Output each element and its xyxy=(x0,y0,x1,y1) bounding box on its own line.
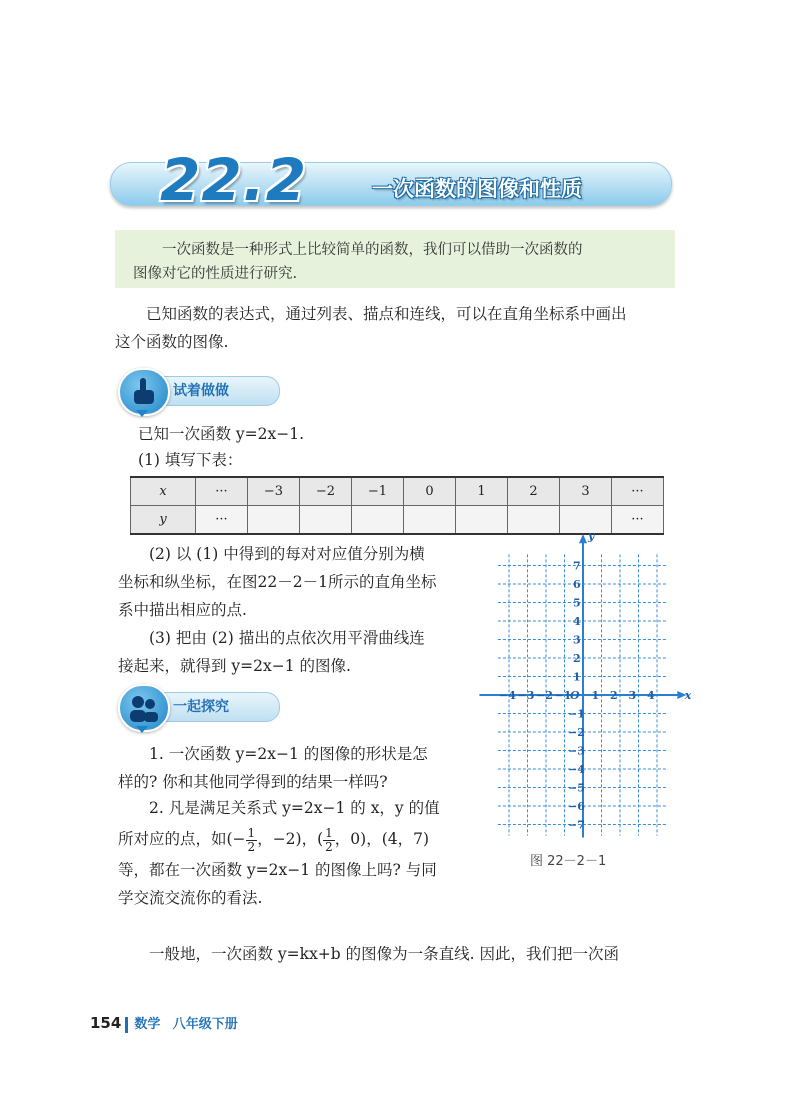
table-cell-blank xyxy=(248,506,300,535)
activity-try-label: 试着做做 xyxy=(173,383,229,399)
y-tick-label: 1 xyxy=(573,670,581,684)
table-cell-blank xyxy=(352,506,404,535)
intro-line-1: 一次函数是一种形式上比较简单的函数，我们可以借助一次函数的 xyxy=(162,242,583,258)
explore-q2-text-c: ，0)，(4，7) xyxy=(334,830,430,848)
explore-q1 xyxy=(118,740,478,796)
paragraph-1-line-2: 这个函数的图像. xyxy=(115,333,229,351)
page-number: 154 xyxy=(90,1014,122,1032)
y-tick-label: 2 xyxy=(573,652,581,665)
section-banner xyxy=(110,146,670,214)
hand-pointing-icon xyxy=(118,368,170,416)
y-tick-label: 6 xyxy=(573,578,581,591)
table-cell-blank xyxy=(404,506,456,535)
paragraph-1-line-1: 已知函数的表达式，通过列表、描点和连线，可以在直角坐标系中画出 xyxy=(146,305,627,323)
footer-grade: 八年级下册 xyxy=(172,1017,238,1032)
x-tick-label: −4 xyxy=(499,689,516,702)
value-table xyxy=(130,476,664,535)
try-given: 已知一次函数 y=2x−1. xyxy=(138,425,305,443)
table-cell: −2 xyxy=(300,477,352,506)
try-step-2-line-1: (2) 以 (1) 中得到的每对对应值分别为横 xyxy=(149,545,425,563)
fraction-one-half xyxy=(246,827,258,854)
table-cell-blank xyxy=(300,506,352,535)
coordinate-grid-svg xyxy=(478,529,692,840)
explore-q2-line-4: 学交流交流你的看法. xyxy=(118,889,263,907)
table-cell-blank xyxy=(456,506,508,535)
footer-divider xyxy=(125,1017,128,1033)
explore-q2-line-1: 2. 凡是满足关系式 y=2x−1 的 x，y 的值 xyxy=(149,799,440,817)
activity-explore-header xyxy=(118,688,288,724)
explore-q1-line-2: 样的? 你和其他同学得到的结果一样吗? xyxy=(118,773,388,791)
table-cell-blank xyxy=(508,506,560,535)
fraction-numerator: 1 xyxy=(247,825,256,840)
y-tick-label: −1 xyxy=(568,707,585,721)
table-cell: 3 xyxy=(560,477,612,506)
x-tick-label: 3 xyxy=(628,689,637,702)
explore-q1-line-1: 1. 一次函数 y=2x−1 的图像的形状是怎 xyxy=(149,745,428,763)
activity-try-header xyxy=(118,372,288,408)
fraction-denominator: 2 xyxy=(247,839,256,854)
table-cell: ··· xyxy=(612,477,664,506)
x-tick-label: 4 xyxy=(647,689,655,702)
table-cell-blank xyxy=(560,506,612,535)
table-header-x: x xyxy=(131,477,196,506)
x-axis-label: x xyxy=(684,689,692,702)
table-cell: 2 xyxy=(508,477,560,506)
explore-q2 xyxy=(118,794,478,912)
y-tick-label: −3 xyxy=(568,744,585,758)
page-footer xyxy=(90,1013,238,1033)
try-step-3 xyxy=(118,624,478,680)
table-cell: −3 xyxy=(248,477,300,506)
y-tick-label: −6 xyxy=(568,800,585,813)
pill-pointer xyxy=(136,726,148,733)
try-step-3-line-1: (3) 把由 (2) 描出的点依次用平滑曲线连 xyxy=(149,629,425,647)
fraction-one-half xyxy=(323,827,335,854)
footer-subject: 数学 xyxy=(134,1017,161,1032)
section-number: 22.2 xyxy=(160,146,308,214)
try-step-2-line-3: 系中描出相应的点. xyxy=(118,601,247,619)
explore-q2-text-b: ，−2)，( xyxy=(257,830,324,848)
intro-box xyxy=(115,230,675,288)
y-tick-label: −5 xyxy=(568,781,585,795)
y-tick-label: 3 xyxy=(573,633,581,647)
x-tick-label: 1 xyxy=(591,689,600,702)
explore-q2-text-a: 所对应的点，如(− xyxy=(118,830,246,848)
try-step-2-line-2: 坐标和纵坐标，在图22－2－1所示的直角坐标 xyxy=(118,573,437,591)
section-title: 一次函数的图像和性质 xyxy=(372,177,582,201)
try-step-2 xyxy=(118,540,478,624)
try-step-1: (1) 填写下表： xyxy=(138,451,243,469)
try-step-3-line-2: 接起来，就得到 y=2x−1 的图像. xyxy=(118,657,351,675)
y-tick-label: −4 xyxy=(568,763,585,776)
figure-caption: 图 22－2－1 xyxy=(530,854,607,869)
coordinate-grid-figure xyxy=(478,529,692,840)
table-row-x xyxy=(131,477,664,506)
pill-pointer xyxy=(136,410,148,417)
fraction-denominator: 2 xyxy=(325,839,333,854)
y-tick-label: 5 xyxy=(573,596,581,610)
explore-q2-line-2 xyxy=(118,822,478,856)
table-cell: ··· xyxy=(196,477,248,506)
y-axis-arrow xyxy=(579,534,587,543)
table-cell: ··· xyxy=(612,506,664,535)
x-tick-label: −3 xyxy=(517,689,535,702)
explore-q2-line-3: 等，都在一次函数 y=2x−1 的图像上吗? 与同 xyxy=(118,861,437,879)
intro-line-2: 图像对它的性质进行研究. xyxy=(133,266,298,282)
people-group-icon xyxy=(118,684,170,732)
paragraph-1 xyxy=(115,300,685,356)
x-tick-label: −1 xyxy=(554,689,572,702)
table-cell: −1 xyxy=(352,477,404,506)
y-axis-label: y xyxy=(588,529,595,543)
x-tick-label: 2 xyxy=(610,689,618,702)
table-cell: 0 xyxy=(404,477,456,506)
fraction-numerator: 1 xyxy=(325,825,333,840)
activity-explore-label: 一起探究 xyxy=(173,699,229,715)
table-header-y: y xyxy=(131,506,196,535)
y-tick-label: −7 xyxy=(568,818,585,832)
y-tick-label: −2 xyxy=(568,726,585,739)
origin-label: O xyxy=(570,689,580,702)
y-tick-label: 4 xyxy=(573,615,581,628)
table-cell: ··· xyxy=(196,506,248,535)
conclusion-text: 一般地，一次函数 y=kx+b 的图像为一条直线. 因此，我们把一次函 xyxy=(149,945,619,963)
y-tick-label: 7 xyxy=(573,559,581,573)
x-tick-label: −2 xyxy=(536,689,553,702)
table-row-y xyxy=(131,506,664,535)
table-cell: 1 xyxy=(456,477,508,506)
